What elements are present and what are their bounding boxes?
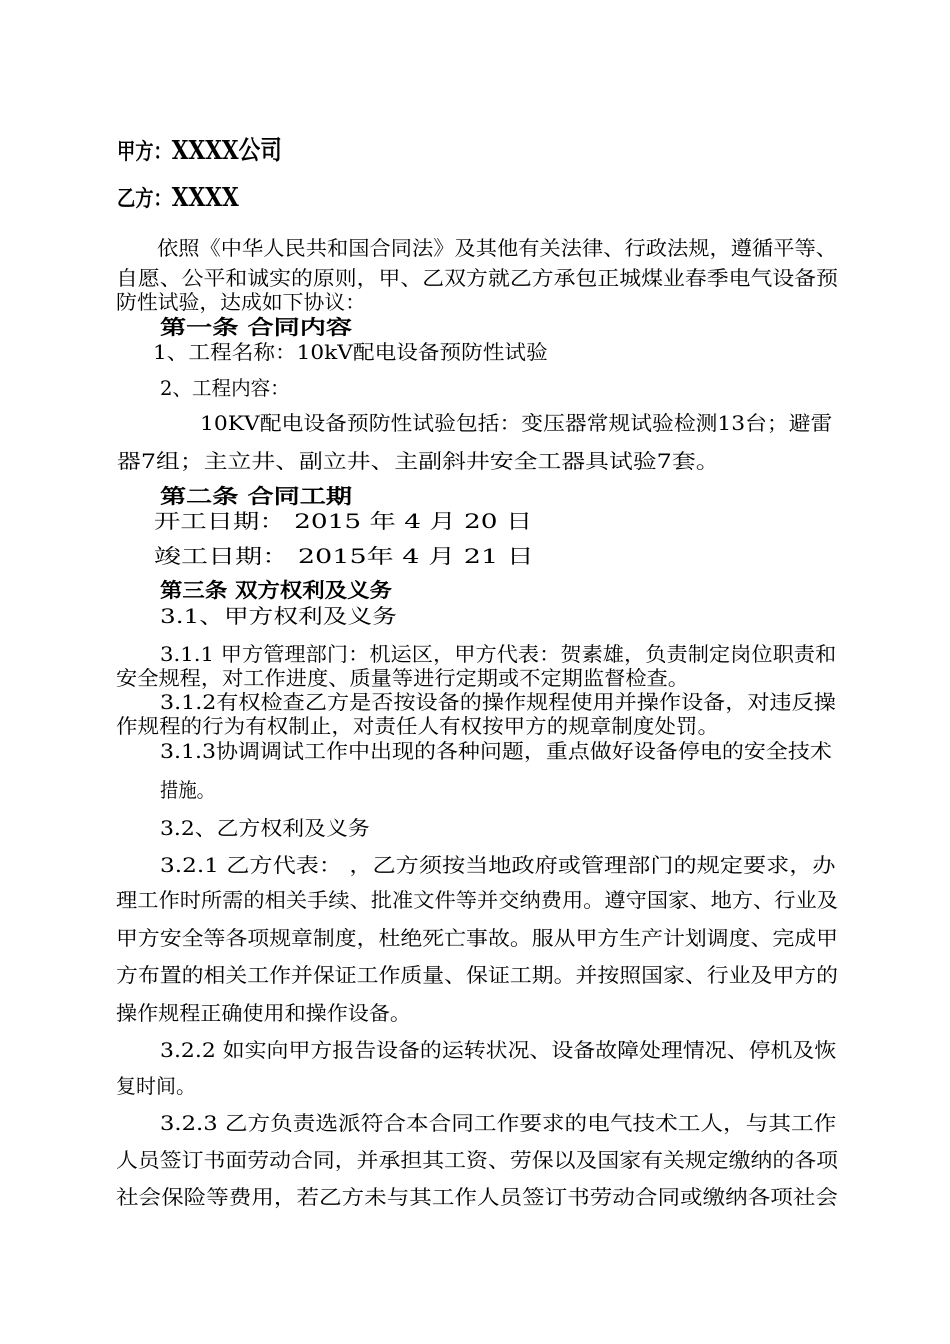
clause-3-2-1-line-5: 操作规程正确使用和操作设备。 bbox=[116, 1001, 411, 1025]
article1-title: 第一条 合同内容 bbox=[160, 315, 352, 339]
section-3-2-title: 3.2、乙方权利及义务 bbox=[160, 816, 370, 840]
party-a-label: 甲方： bbox=[117, 139, 172, 165]
start-date: 开工日期： 2015 年 4 月 20 日 bbox=[154, 509, 533, 533]
clause-3-2-3-line-3: 社会保险等费用，若乙方未与其工作人员签订书劳动合同或缴纳各项社会 bbox=[116, 1185, 838, 1209]
article1-detail-1: 10KV配电设备预防性试验包括：变压器常规试验检测13台；避雷 bbox=[200, 411, 833, 435]
clause-3-2-1-line-3: 甲方安全等各项规章制度，杜绝死亡事故。服从甲方生产计划调度、完成甲 bbox=[116, 926, 838, 950]
clause-3-2-3-line-1: 3.2.3 乙方负责选派符合本合同工作要求的电气技术工人，与其工作 bbox=[160, 1111, 837, 1135]
clause-3-2-1-line-2: 理工作时所需的相关手续、批准文件等并交纳费用。遵守国家、地方、行业及 bbox=[116, 888, 838, 912]
clause-3-2-3-line-2: 人员签订书面劳动合同，并承担其工资、劳保以及国家有关规定缴纳的各项 bbox=[116, 1148, 838, 1172]
clause-3-1-2-line-2: 作规程的行为有权制止，对责任人有权按甲方的规章制度处罚。 bbox=[116, 714, 719, 738]
article1-item2: 2、工程内容： bbox=[160, 376, 290, 400]
article1-detail-2: 器7组；主立井、副立井、主副斜井安全工器具试验7套。 bbox=[117, 449, 720, 473]
article3-title: 第三条 双方权利及义务 bbox=[160, 578, 392, 602]
intro-line-3: 防性试验，达成如下协议： bbox=[116, 290, 366, 314]
party-b-value: XXXX bbox=[171, 183, 239, 213]
party-b-line bbox=[117, 185, 239, 211]
party-b-label: 乙方： bbox=[117, 186, 172, 212]
clause-3-1-2-line-1: 3.1.2有权检查乙方是否按设备的操作规程使用并操作设备，对违反操 bbox=[160, 690, 836, 714]
intro-line-2: 自愿、公平和诚实的原则，甲、乙双方就乙方承包正城煤业春季电气设备预 bbox=[116, 266, 838, 290]
clause-3-1-1-line-2: 安全规程，对工作进度、质量等进行定期或不定期监督检查。 bbox=[116, 666, 689, 690]
clause-3-2-1-line-4: 方布置的相关工作并保证工作质量、保证工期。并按照国家、行业及甲方的 bbox=[116, 963, 838, 987]
end-date: 竣工日期： 2015年 4 月 21 日 bbox=[154, 544, 534, 568]
clause-3-1-3-line-1: 3.1.3协调调试工作中出现的各种问题，重点做好设备停电的安全技术 bbox=[160, 739, 832, 763]
clause-3-1-3-line-2: 措施。 bbox=[160, 778, 215, 802]
article1-item1: 1、工程名称：10kV配电设备预防性试验 bbox=[153, 340, 548, 364]
clause-3-1-1-line-1: 3.1.1 甲方管理部门：机运区，甲方代表：贺素雄，负责制定岗位职责和 bbox=[160, 642, 837, 666]
section-3-1-title: 3.1、甲方权利及义务 bbox=[160, 604, 397, 628]
party-a-line bbox=[117, 138, 282, 164]
clause-3-2-1-line-1: 3.2.1 乙方代表： ，乙方须按当地政府或管理部门的规定要求，办 bbox=[160, 853, 836, 877]
party-a-value: XXXX公司 bbox=[171, 136, 282, 166]
intro-line-1: 依照《中华人民共和国合同法》及其他有关法律、行政法规，遵循平等、 bbox=[157, 236, 837, 260]
clause-3-2-2-line-2: 复时间。 bbox=[116, 1074, 196, 1098]
article2-title: 第二条 合同工期 bbox=[160, 484, 352, 508]
clause-3-2-2-line-1: 3.2.2 如实向甲方报告设备的运转状况、设备故障处理情况、停机及恢 bbox=[160, 1038, 837, 1062]
